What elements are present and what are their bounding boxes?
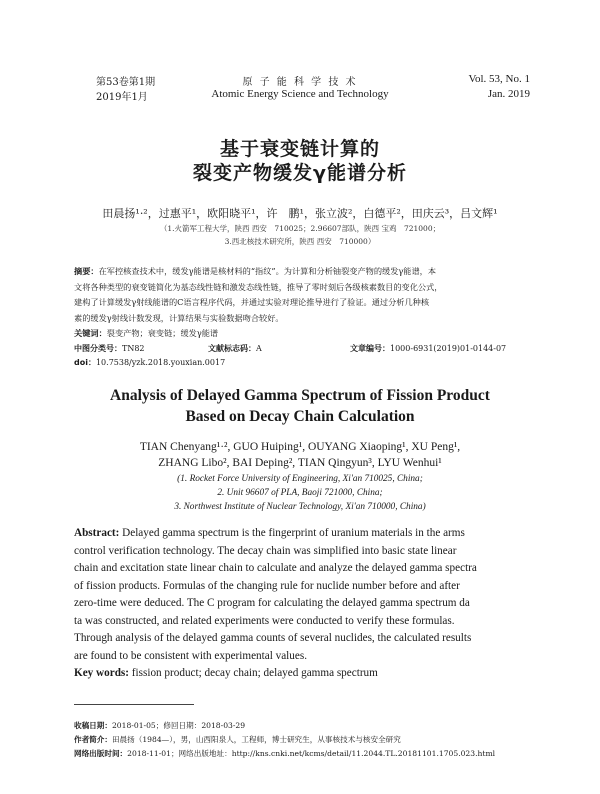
authors-en-line2: ZHANG Libo², BAI Deping², TIAN Qingyun³, LYU Wenhui¹ [158,457,442,469]
abstract-cn-line: 文将各种类型的衰变链简化为基态线性链和激发态线性链，推导了零时刻后各级核素数目的变化公式， [74,281,443,292]
abstract-en-label: Abstract: [74,527,120,539]
abstract-en-line: Abstract: Delayed gamma spectrum is the fingerprint of uranium materials in the arms [74,527,465,539]
abstract-en-line: control verification technology. The decay chain was simplified into basic state linear [74,544,457,557]
abstract-cn-line: 素的缓发γ射线计数发现，计算结果与实验数据吻合较好。 [74,312,284,323]
volume-issue-cn: 第53卷第1期 [96,77,156,88]
abstract-en-line: are found to be consistent with experimental values. [74,649,308,662]
date-cn: 2019年1月 [96,92,148,103]
title-cn-line1: 基于衰变链计算的 [219,138,380,160]
footnote-divider [74,704,194,705]
abstract-cn-line: 建构了计算缓发γ射线能谱的C语言程序代码，并通过实验对理论推导进行了验证。通过分析几种核 [74,297,430,307]
abstract-en-line: Through analysis of the delayed gamma counts of several nuclides, the calculated results [74,632,472,644]
abstract-cn-line: 摘要：在军控核查技术中，缓发γ能谱是核材料的“指纹”。为计算和分析铀裂变产物的缓发γ能谱，本 [74,266,437,276]
journal-name-cn: 原 子 能 科 学 技 术 [242,77,358,88]
abstract-cn-label: 摘要： [74,266,99,276]
affiliation-en-1: (1. Rocket Force University of Engineering, Xi'an 710025, China; [177,474,423,484]
doi: doi：10.7538/yzk.2018.youxian.0017 [74,358,226,367]
date-en: Jan. 2019 [487,88,530,100]
authors-cn: 田晨扬¹·²，过惠平¹，欧阳晓平¹，许 鹏¹，张立波²，白德平²，田庆云³，吕文辉¹ [102,207,498,220]
affiliation-cn-1: （1.火箭军工程大学，陕西 西安 710025；2.96607部队，陕西 宝鸡 721000； [159,224,441,233]
footnote-online: 网络出版时间：2018-11-01；网络出版地址：http://kns.cnki.net/kcms/detail/11.2044.TL.20181101.1705.023.html [74,749,496,758]
abstract-en-line: ta was constructed, and related experiments were conducted to verify these formulas. [74,614,455,627]
clc-number: 中图分类号：TN82 [74,344,145,353]
abstract-en-line: chain and excitation state linear chain to calculate and analyze the delayed gamma spectra [74,562,477,574]
abstract-en-line: zero-time were deduced. The C program for calculating the delayed gamma spectrum da [74,597,470,609]
journal-name-en: Atomic Energy Science and Technology [211,88,389,100]
document-code: 文献标志码：A [208,344,262,353]
keywords-en: Key words: fission product; decay chain; delayed gamma spectrum [74,667,378,679]
authors-en-line1: TIAN Chenyang¹·², GUO Huiping¹, OUYANG Xiaoping¹, XU Peng¹, [139,441,461,453]
affiliation-en-3: 3. Northwest Institute of Nuclear Technology, Xi'an 710000, China) [174,502,426,512]
article-number: 文章编号：1000-6931(2019)01-0144-07 [350,344,507,353]
keywords-cn: 关键词：裂变产物；衰变链；缓发γ能谱 [74,328,219,338]
title-en-line1: Analysis of Delayed Gamma Spectrum of Fission Product [110,387,490,404]
volume-issue-en: Vol. 53, No. 1 [468,73,530,85]
abstract-en [74,525,536,683]
affiliation-en-2: 2. Unit 96607 of PLA, Baoji 721000, China; [217,488,383,498]
affiliation-cn-2: 3.西北核技术研究所，陕西 西安 710000） [224,237,376,246]
abstract-en-line: of fission products. Formulas of the changing rule for nuclide number before and after [74,579,460,592]
abstract-cn [74,264,534,342]
footnote-received: 收稿日期：2018-01-05；修回日期：2018-03-29 [74,721,246,730]
footnote-author-bio: 作者简介：田晨扬（1984—），男，山西阳泉人，工程师，博士研究生，从事核技术与核安全研究 [74,735,401,744]
title-en-line2: Based on Decay Chain Calculation [185,408,415,425]
title-cn-line2: 裂变产物缓发γ能谱分析 [193,162,407,184]
